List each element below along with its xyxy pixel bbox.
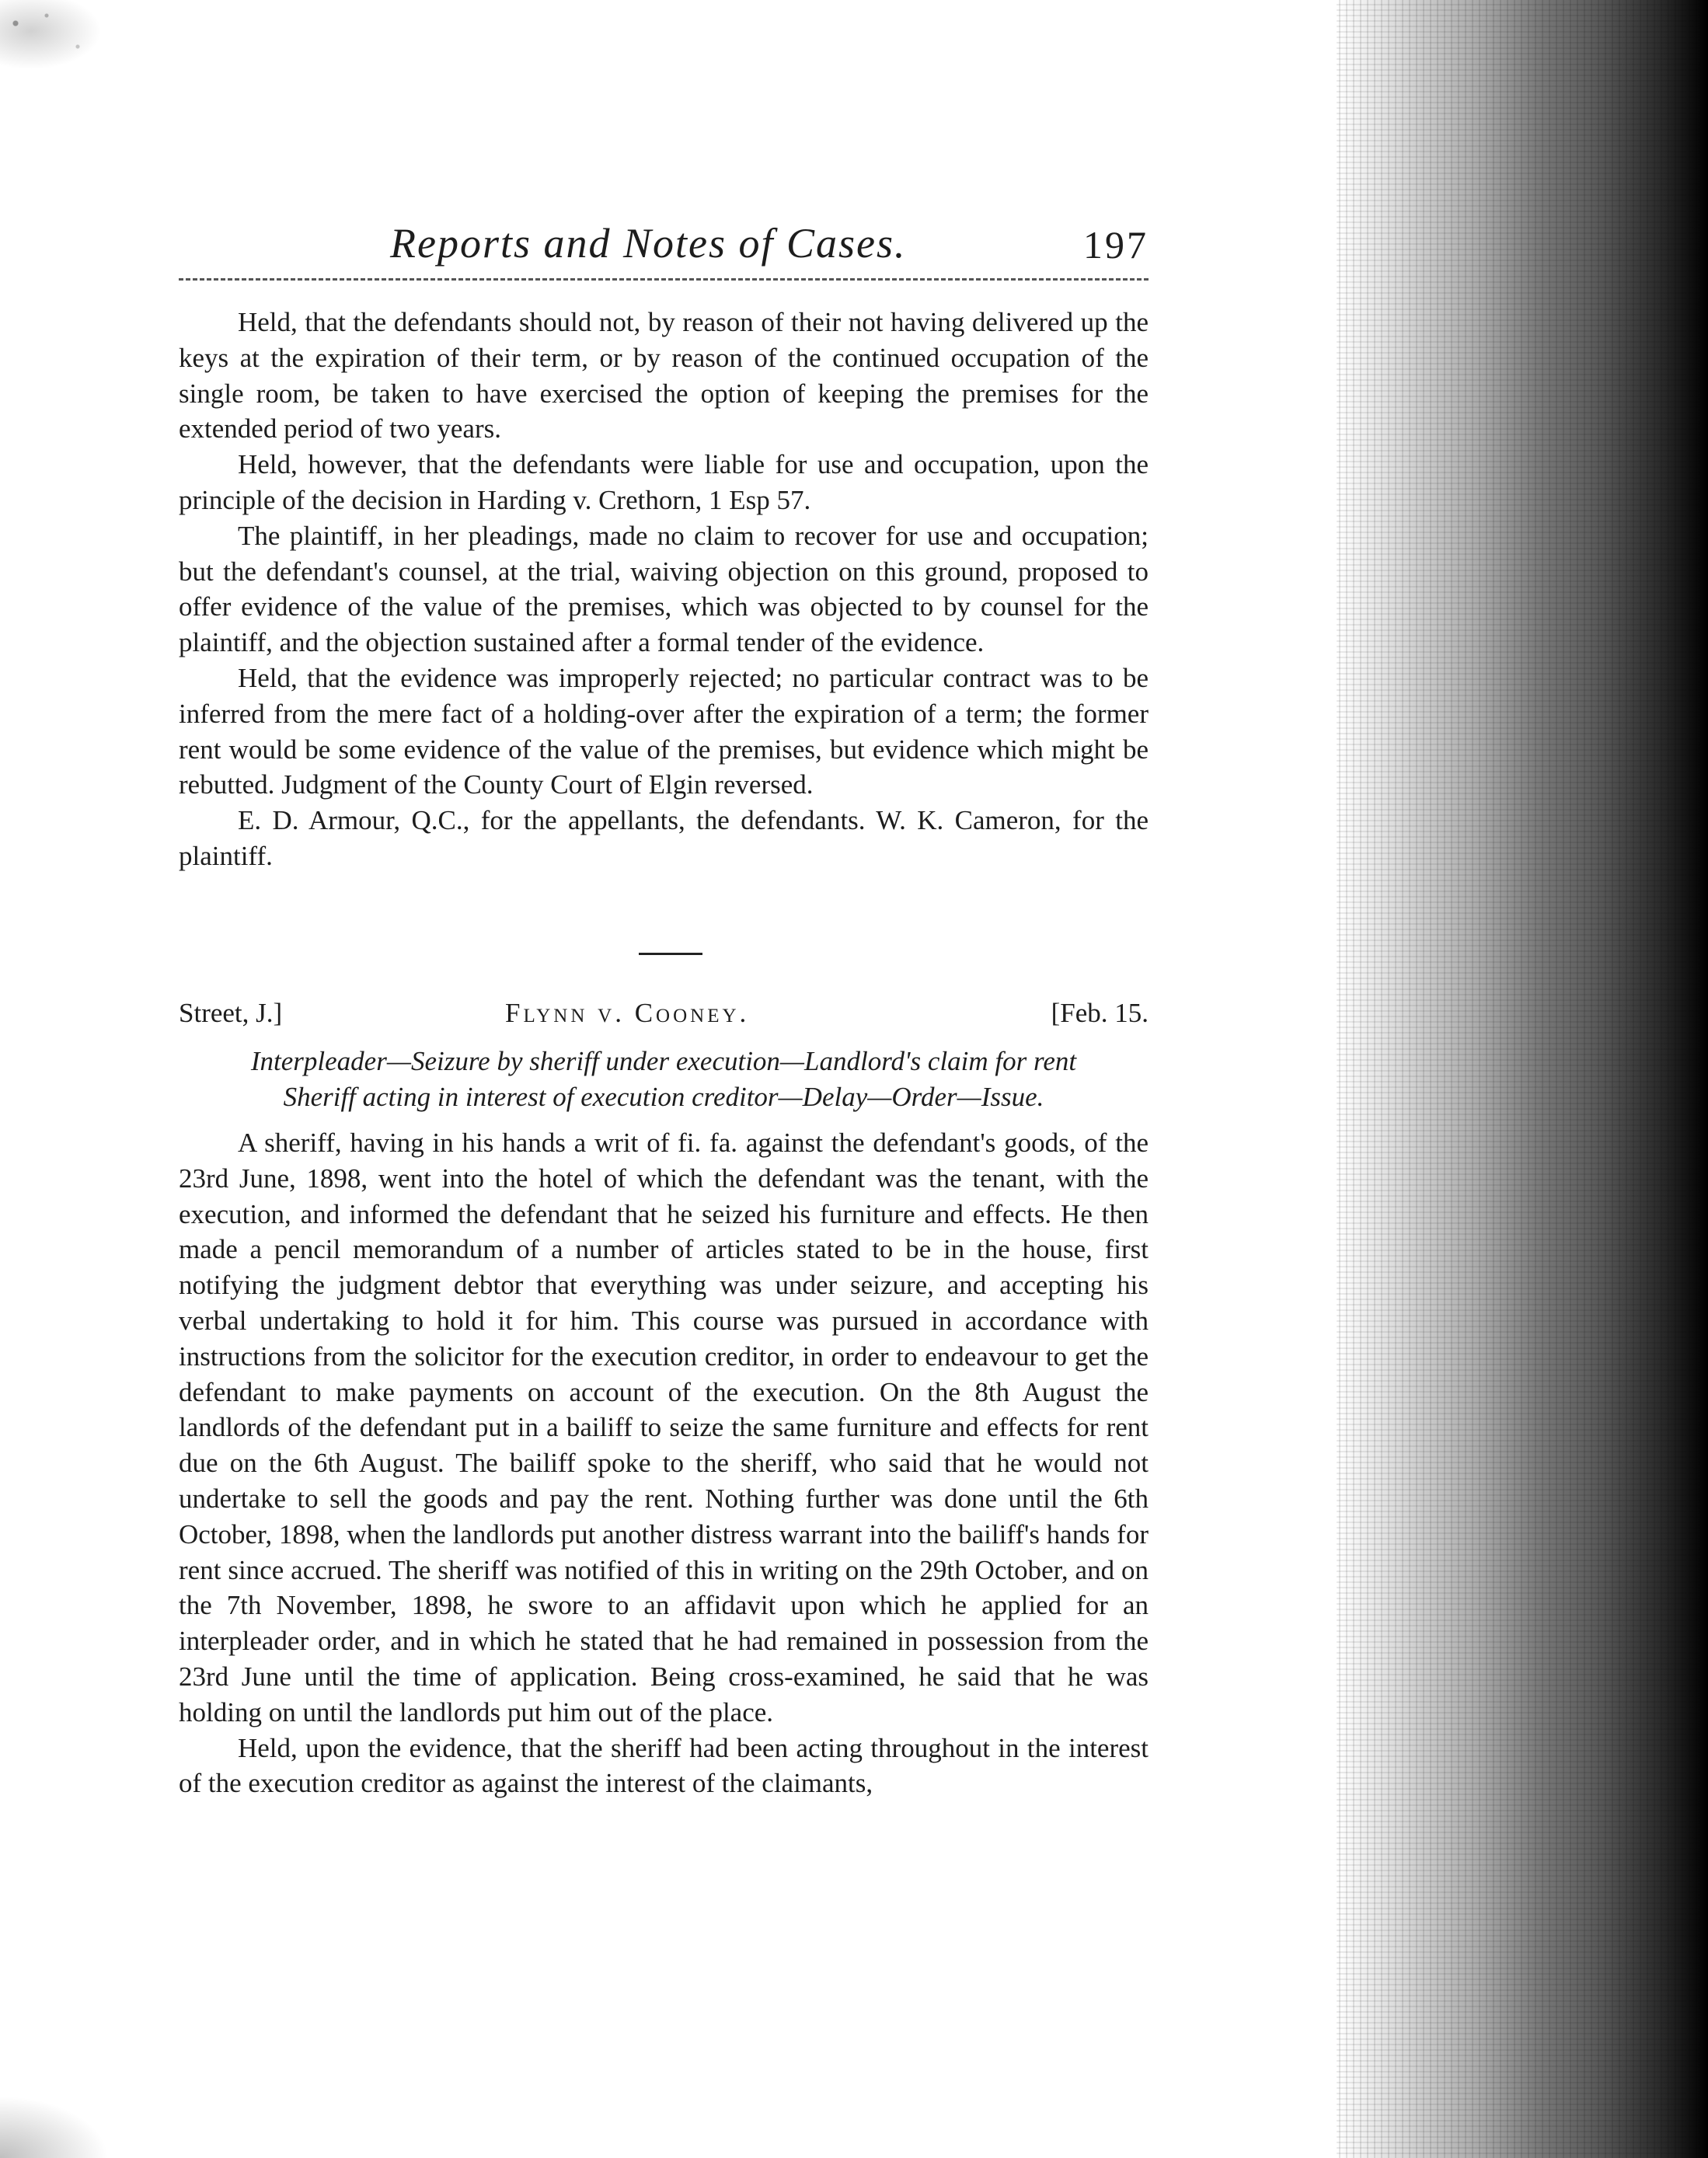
page-number: 197 <box>1083 223 1149 267</box>
paragraph-counsel: E. D. Armour, Q.C., for the appellants, the defendants. W. K. Cameron, for the plaintiff. <box>179 805 1149 871</box>
section-case-body <box>179 1125 1149 1801</box>
paragraph: Held, that the defendants should not, by reason of their not having delivered up the keys at the expiration of their term, or by reason of the continued occupation of the single room, be taken to have exercised the option of keeping the premises for the extended period of two years. <box>179 307 1149 444</box>
header-rule <box>179 278 1149 281</box>
scanned-page-edge <box>1337 0 1708 2158</box>
section-previous-case <box>179 305 1149 874</box>
headnote-line: Interpleader—Seizure by sheriff under execution—Landlord's claim for rent <box>250 1046 1077 1076</box>
page-header <box>179 219 1149 274</box>
case-headnote <box>179 1044 1149 1115</box>
paragraph: The plaintiff, in her pleadings, made no claim to recover for use and occupation; but the defendant's counsel, at the trial, waiving objection on this ground, proposed to offer evidence of the value of the premises, which was objected to by counsel for the plaintiff, and the objection sustained after a formal tender of the evidence. <box>179 520 1149 658</box>
paragraph: Held, that the evidence was improperly rejected; no particular contract was to be inferred from the mere fact of a holding-over after the expiration of a term; the former rent would be some evidence of the value of the premises, but evidence which might be rebutted. Judgment of the County Court of Elgin reversed. <box>179 662 1149 800</box>
paragraph: Held, upon the evidence, that the sheriff had been acting throughout in the interest of the execution creditor as against the interest of the claimants, <box>179 1732 1149 1799</box>
case-name: Flynn v. Cooney. <box>505 998 750 1028</box>
case-date: [Feb. 15. <box>1051 998 1149 1028</box>
paragraph: A sheriff, having in his hands a writ of fi. fa. against the defendant's goods, of the 23rd June, 1898, went into the hotel of which the defendant was the tenant, with the execution, and informed the defendant that he seized his furniture and effects. He then made a pencil memorandum of a number of articles stated to be in the house, first notifying the judgment debtor that everything was under seizure, and accepting his verbal undertaking to hold it for him. This course was pursued in accordance with instructions from the solicitor for the execution creditor, in order to endeavour to get the defendant to make payments on account of the execution. On the 8th August the landlords of the defendant put in a bailiff to seize the same furniture and effects for rent due on the 6th August. The bailiff spoke to the sheriff, who said that he would not undertake to sell the goods and pay the rent. Nothing further was done until the 6th October, 1898, when the landlords put another distress warrant into the bailiff's hands for rent since accrued. The sheriff was notified of this in writing on the 29th October, and on the 7th November, 1898, he swore to an affidavit upon which he applied for an interpleader order, and in which he stated that he had remained in possession from the 23rd June until the time of application. Being cross-examined, he said that he was holding on until the landlords put him out of the place. <box>179 1128 1149 1727</box>
paragraph: Held, however, that the defendants were liable for use and occupation, upon the principle of the decision in Harding v. Crethorn, 1 Esp 57. <box>179 449 1149 515</box>
running-title: Reports and Notes of Cases. <box>390 220 907 267</box>
case-judge: Street, J.] <box>179 998 283 1028</box>
section-separator <box>639 953 702 955</box>
headnote-line: Sheriff acting in interest of execution creditor—Delay—Order—Issue. <box>283 1082 1044 1112</box>
case-heading <box>179 998 1149 1037</box>
